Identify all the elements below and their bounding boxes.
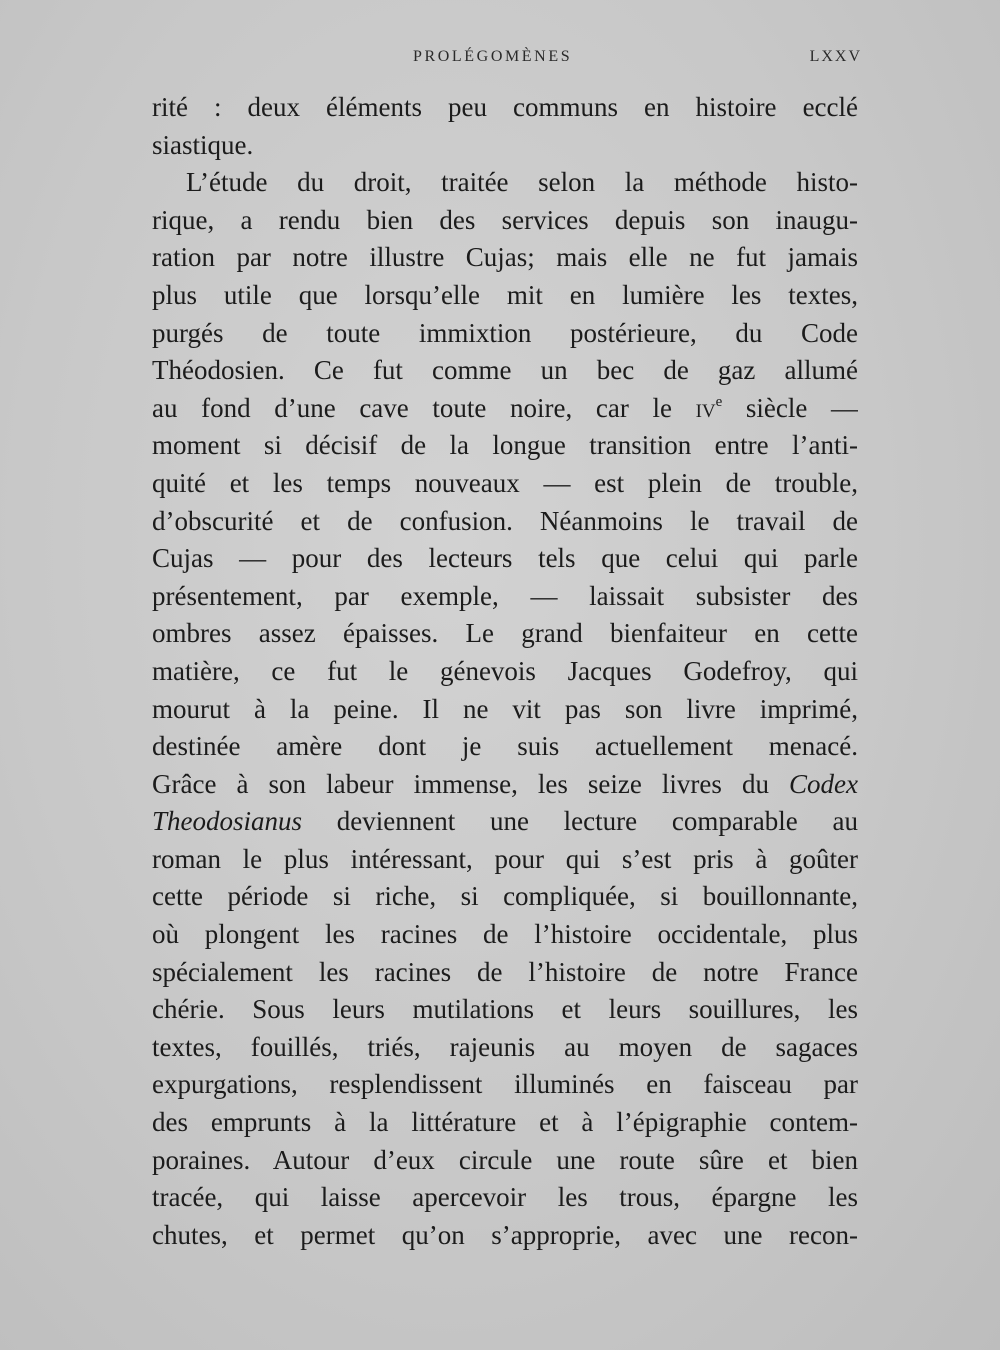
text-line: moment si décisif de la longue transition entre l’anti- [152, 430, 858, 461]
text-line: matière, ce fut le génevois Jacques Godefroy, qui [152, 655, 858, 686]
text-line: tracée, qui laisse apercevoir les trous, épargne les [152, 1182, 858, 1213]
text-line: chutes, et permet qu’on s’approprie, avec une recon- [152, 1219, 858, 1250]
text-line: roman le plus intéressant, pour qui s’est pris à goûter [152, 843, 858, 874]
century-numeral: $iv^e$ [695, 392, 723, 423]
italic-title: Theodosianus [152, 806, 303, 837]
text-line: plus utile que lorsqu’elle mit en lumière les textes, [152, 279, 858, 310]
text-line: siastique. [152, 129, 254, 160]
body-text [152, 89, 858, 1254]
text-line: spécialement les racines de l’histoire de notre France [152, 956, 858, 987]
text-line: au fond d’une cave toute noire, car le $iv^e$ siècle — [152, 392, 858, 423]
text-line: ombres assez épaisses. Le grand bienfaiteur en cette [152, 618, 858, 649]
text-line: chérie. Sous leurs mutilations et leurs souillures, les [152, 994, 858, 1025]
text-line: cette période si riche, si compliquée, si bouillonnante, [152, 881, 858, 912]
text-line: Cujas — pour des lecteurs tels que celui qui parle [152, 543, 858, 574]
text-line: destinée amère dont je suis actuellement menacé. [152, 731, 858, 762]
text-line: des emprunts à la littérature et à l’épigraphie contem- [152, 1107, 858, 1138]
text-line: quité et les temps nouveaux — est plein de trouble, [152, 467, 858, 498]
italic-title: Codex [789, 768, 858, 799]
text-line: poraines. Autour d’eux circule une route sûre et bien [152, 1144, 858, 1175]
superscript-e: e [715, 393, 723, 410]
text-line: expurgations, resplendissent illuminés en faisceau par [152, 1069, 858, 1100]
text-line: L’étude du droit, traitée selon la méthode histo- [186, 167, 858, 198]
page-header [150, 48, 862, 74]
text-line: d’obscurité et de confusion. Néanmoins le travail de [152, 505, 858, 536]
page-number: LXXV [809, 48, 862, 65]
text-line: Grâce à son labeur immense, les seize livres du Codex [152, 768, 858, 799]
text-line: Théodosien. Ce fut comme un bec de gaz allumé [152, 355, 858, 386]
text-line: présentement, par exemple, — laissait subsister des [152, 580, 858, 611]
text-line: rique, a rendu bien des services depuis son inaugu- [152, 204, 858, 235]
text-line: ration par notre illustre Cujas; mais elle ne fut jamais [152, 242, 858, 273]
text-line: textes, fouillés, triés, rajeunis au moyen de sagaces [152, 1031, 858, 1062]
text-line: rité : deux éléments peu communs en histoire ecclé [152, 92, 858, 122]
text-line: purgés de toute immixtion postérieure, du Code [152, 317, 858, 348]
text-line: mourut à la peine. Il ne vit pas son livre imprimé, [152, 693, 858, 724]
text-line: où plongent les racines de l’histoire occidentale, plus [152, 919, 858, 950]
running-head: PROLÉGOMÈNES [413, 48, 573, 65]
text-line: Theodosianus deviennent une lecture comparable au [152, 806, 858, 837]
